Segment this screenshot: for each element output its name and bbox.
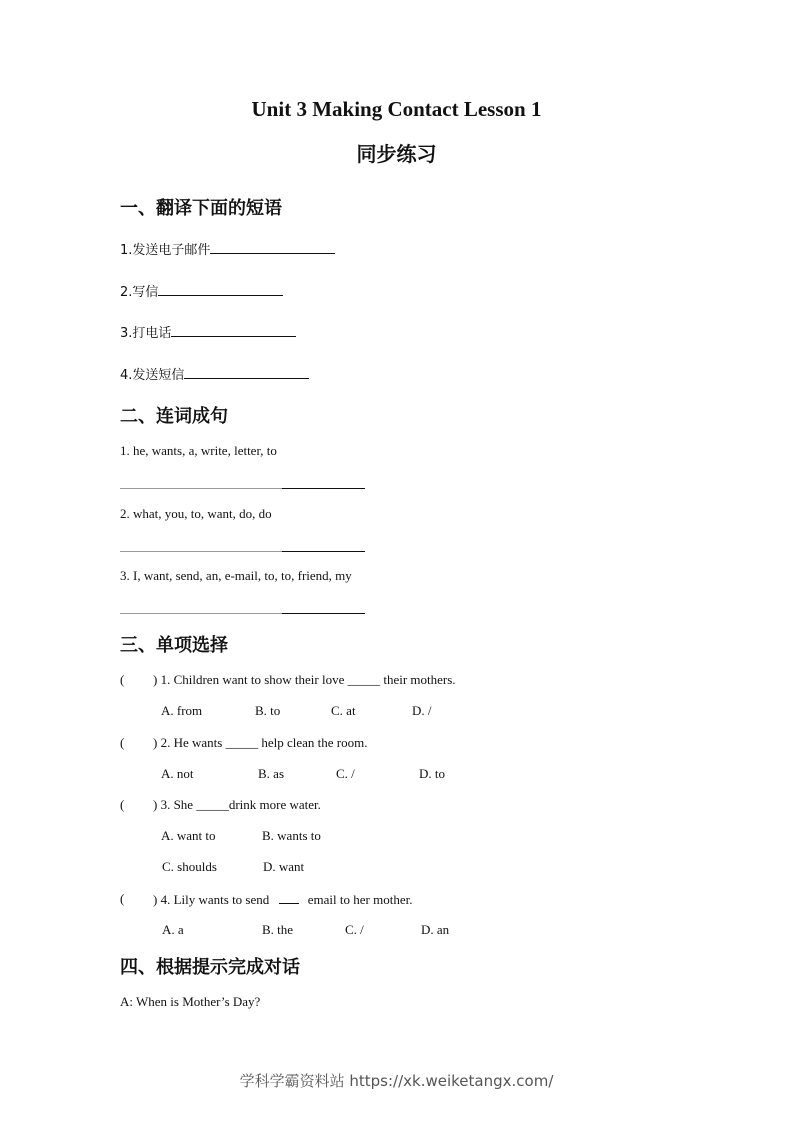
translate-item-label: 4.发送短信 [120, 368, 185, 383]
translate-item-4 [120, 364, 309, 383]
choice-option: C. / [336, 766, 355, 781]
sentence-answer-line-2[interactable] [120, 540, 365, 552]
choice-option: C. / [345, 922, 364, 937]
answer-blank[interactable] [171, 323, 296, 337]
choice-option: A. want to [161, 828, 216, 843]
choice-option: B. wants to [262, 828, 321, 843]
choice-option: A. a [162, 922, 184, 937]
translate-item-label: 2.写信 [120, 285, 159, 300]
choice-option: B. as [258, 766, 284, 781]
choice-option: D. want [263, 859, 305, 874]
choice-option: D. / [412, 703, 432, 718]
section-heading-dialogue: 四、根据提示完成对话 [120, 957, 300, 978]
answer-blank[interactable] [210, 240, 335, 254]
choice-option: B. the [262, 922, 294, 937]
section-heading-translate: 一、翻译下面的短语 [120, 198, 282, 219]
section-heading-choice: 三、单项选择 [120, 635, 228, 656]
sentence-item-2: 2. what, you, to, want, do, do [120, 506, 272, 521]
translate-item-1 [120, 239, 335, 258]
choice-question-2: ) 2. He wants _____ help clean the room. [153, 735, 368, 750]
choice-option: D. to [419, 766, 445, 781]
choice-question-3: ) 3. She _____drink more water. [153, 797, 321, 812]
translate-item-label: 3.打电话 [120, 326, 172, 341]
choice-option: C. shoulds [162, 859, 217, 874]
choice-option: C. at [331, 703, 356, 718]
sentence-item-3: 3. I, want, send, an, e-mail, to, to, friend, my [120, 568, 352, 583]
page-title: Unit 3 Making Contact Lesson 1 [251, 97, 542, 121]
answer-blank[interactable] [184, 365, 309, 379]
choice-paren[interactable]: ( [120, 735, 125, 750]
translate-item-label: 1.发送电子邮件 [120, 243, 211, 258]
translate-item-2 [120, 281, 283, 300]
page-subtitle: 同步练习 [356, 142, 437, 166]
answer-blank[interactable] [158, 282, 283, 296]
choice-question-1: ) 1. Children want to show their love _____ their mothers. [153, 672, 456, 687]
section-heading-sentence: 二、连词成句 [120, 406, 228, 427]
translate-item-3 [120, 322, 296, 341]
sentence-answer-line-3[interactable] [120, 602, 365, 614]
answer-blank[interactable] [279, 891, 299, 904]
sentence-answer-line-1[interactable] [120, 477, 365, 489]
choice-paren[interactable]: ( [120, 891, 125, 906]
choice-question-4 [153, 891, 412, 908]
choice-option: D. an [421, 922, 450, 937]
sentence-item-1: 1. he, wants, a, write, letter, to [120, 443, 277, 458]
choice-option: A. from [161, 703, 203, 718]
question-stem-end: email to her mother. [307, 892, 413, 907]
choice-paren[interactable]: ( [120, 672, 125, 687]
dialogue-line-1: A: When is Mother’s Day? [120, 994, 261, 1009]
choice-paren[interactable]: ( [120, 797, 125, 812]
footer-watermark: 学科学霸资料站 https://xk.weiketangx.com/ [239, 1072, 554, 1090]
choice-option: B. to [255, 703, 281, 718]
choice-option: A. not [161, 766, 194, 781]
question-stem-start: ) 4. Lily wants to send [153, 892, 270, 907]
